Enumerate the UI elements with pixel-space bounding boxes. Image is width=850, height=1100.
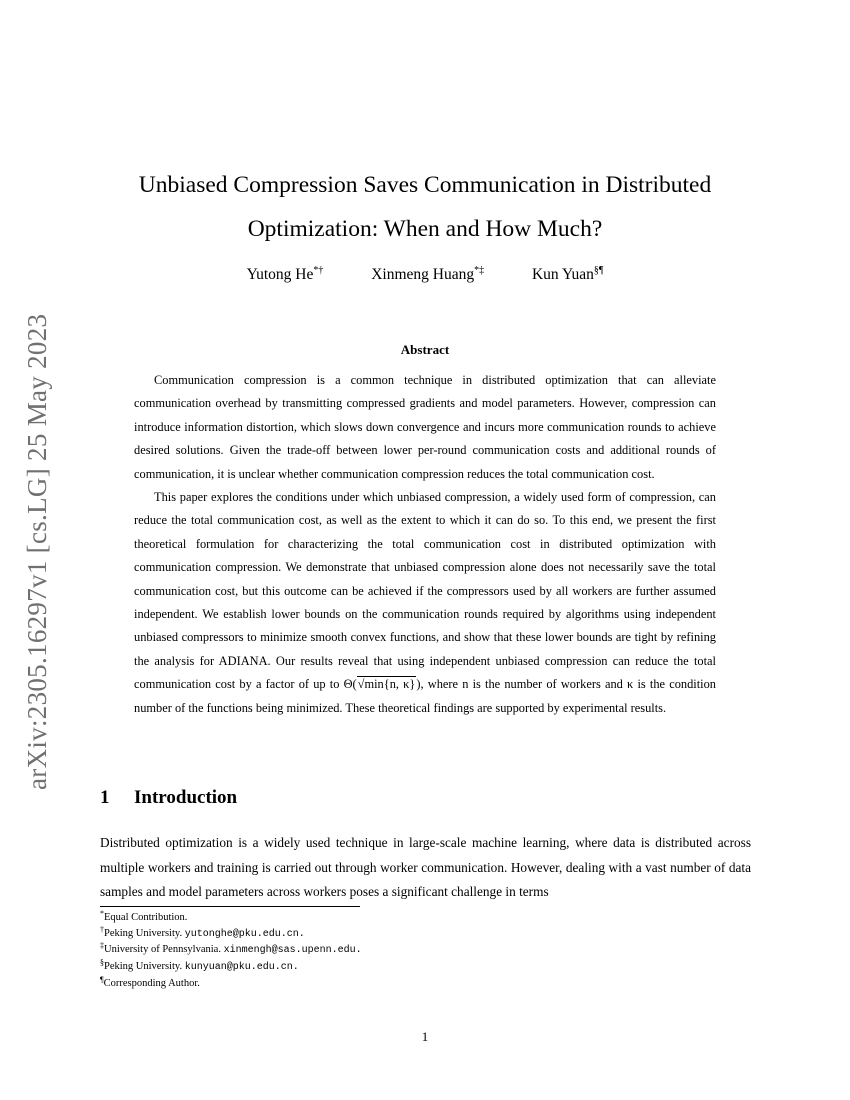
section-title: Introduction bbox=[134, 787, 238, 808]
footnote-rule bbox=[100, 906, 360, 907]
arxiv-stamp: arXiv:2305.16297v1 [cs.LG] 25 May 2023 bbox=[22, 313, 52, 790]
footnotes bbox=[100, 910, 750, 992]
footnote bbox=[100, 942, 750, 959]
abstract-heading: Abstract bbox=[400, 342, 450, 357]
title-line-2: Optimization: When and How Much? bbox=[247, 216, 603, 242]
footnote-mark: § bbox=[100, 958, 104, 968]
author-name: Xinmeng Huang bbox=[371, 266, 475, 283]
author-marks: *† bbox=[313, 265, 324, 276]
paper-title bbox=[100, 163, 750, 251]
page-number: 1 bbox=[421, 1029, 429, 1044]
intro-paragraph: Distributed optimization is a widely used technique in large-scale machine learning, where data is distributed across multiple workers and training is carried out through worker communication. However, dealing with a vast number of data samples and model parameters across workers poses a significant challenge in terms bbox=[100, 835, 751, 899]
title-line-1: Unbiased Compression Saves Communication in Distributed bbox=[138, 172, 712, 198]
author bbox=[532, 266, 603, 284]
footnote-text: Peking University. bbox=[104, 927, 185, 939]
footnote bbox=[100, 976, 750, 992]
footnote bbox=[100, 926, 750, 943]
footnote-text: University of Pennsylvania. bbox=[104, 944, 224, 956]
footnote-mark: ¶ bbox=[100, 974, 104, 984]
abstract-body bbox=[134, 369, 716, 720]
footnote bbox=[100, 959, 750, 976]
sqrt-min-expression: √min{n, κ} bbox=[357, 677, 416, 692]
footnote-mark: † bbox=[100, 924, 104, 934]
abstract-paragraph-1: Communication compression is a common technique in distributed optimization that can alleviate communication overhead by transmitting compressed gradients and model parameters. However, compression can introduce information distortion, which slows down convergence and incurs more communication rounds to achieve desired solutions. Given the trade-off between lower per-round communication costs and additional rounds of communication, it is unclear whether communication compression reduces the total communication cost. bbox=[134, 373, 716, 481]
footnote-mark: ‡ bbox=[100, 941, 104, 951]
footnote-email[interactable]: yutonghe@pku.edu.cn. bbox=[184, 928, 305, 940]
author-name: Kun Yuan bbox=[531, 266, 594, 283]
footnote-mark: * bbox=[100, 909, 104, 918]
author-marks: *‡ bbox=[474, 265, 485, 276]
footnote-email[interactable]: xinmengh@sas.upenn.edu. bbox=[223, 945, 362, 957]
abstract-p2-text-after: ), where n is the number of workers and κ is the condition number of the functions being minimized. These theoretical findings are supported by experimental results. bbox=[134, 677, 716, 715]
author-marks: §¶ bbox=[593, 265, 604, 276]
footnote bbox=[100, 910, 750, 926]
footnote-text: Peking University. bbox=[104, 961, 185, 973]
author-list bbox=[100, 266, 750, 284]
introduction-body bbox=[100, 831, 751, 905]
author-name: Yutong He bbox=[246, 266, 314, 283]
abstract-p2-text-before: This paper explores the conditions under which unbiased compression, a widely used form of compression, can reduce the total communication cost, as well as the extent to which it can do so. To this end, we present the first theoretical formulation for characterizing the total communication cost in distributed optimization with communication compression. We demonstrate that unbiased compression alone does not necessarily save the total communication cost, but this outcome can be achieved if the compressors used by all workers are further assumed independent. We establish lower bounds on the communication rounds required by algorithms using independent unbiased compressors to minimize smooth convex functions, and show that these lower bounds are tight by refining the analysis for ADIANA. Our results reveal that using independent unbiased compression can reduce the total communication cost by a factor of up to Θ( bbox=[134, 490, 716, 692]
author bbox=[371, 266, 484, 284]
author bbox=[247, 266, 324, 284]
section-heading bbox=[100, 787, 237, 809]
footnote-email[interactable]: kunyuan@pku.edu.cn. bbox=[184, 962, 299, 974]
abstract-paragraph-2 bbox=[134, 486, 716, 720]
footnote-text: Equal Contribution. bbox=[104, 912, 188, 923]
footnote-text: Corresponding Author. bbox=[103, 977, 200, 989]
section-number: 1 bbox=[100, 787, 110, 808]
